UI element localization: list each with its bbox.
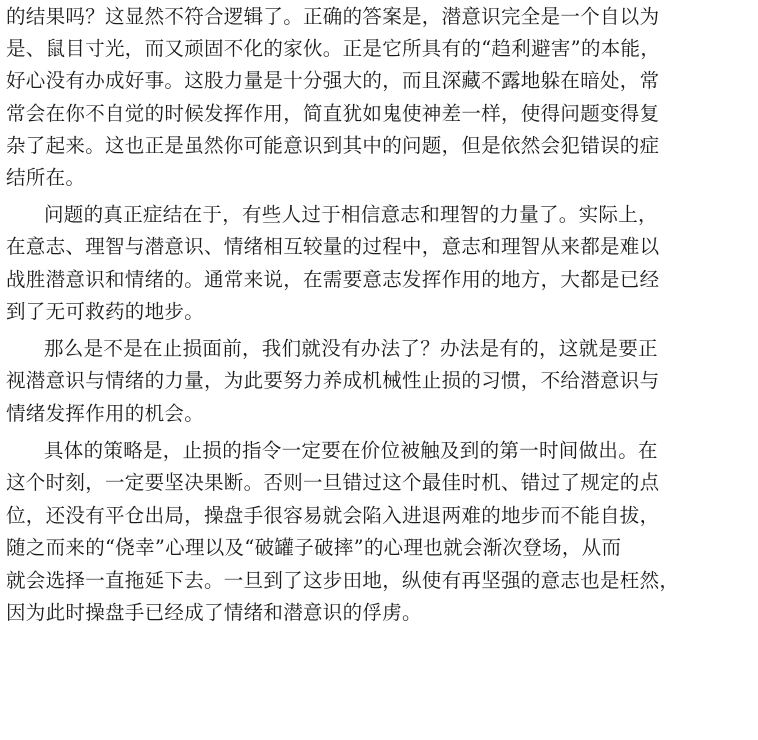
- paragraph-1-line-2: 是、鼠目寸光，而又顽固不化的家伙。正是它所具有的“趋利避害”的本能，: [6, 37, 661, 60]
- paragraph-4-line-3: 位，还没有平仓出局，操盘手很容易就会陷入进退两难的地步而不能自拔，: [6, 504, 660, 527]
- paragraph-1-line-3: 好心没有办成好事。这股力量是十分强大的，而且深藏不露地躲在暗处，常: [6, 69, 660, 92]
- paragraph-3-line-1: 那么是不是在止损面前，我们就没有办法了？办法是有的，这就是要正: [44, 337, 658, 360]
- paragraph-4-line-2: 这个时刻，一定要坚决果断。否则一旦错过这个最佳时机、错过了规定的点: [6, 471, 660, 494]
- paragraph-1-line-6: 结所在。: [6, 166, 86, 189]
- paragraph-4-line-4: 随之而来的“侥幸”心理以及“破罐子破摔”的心理也就会渐次登场，从而: [6, 536, 622, 559]
- paragraph-3-line-3: 情绪发挥作用的机会。: [6, 402, 205, 425]
- paragraph-2-line-2: 在意志、理智与潜意识、情绪相互较量的过程中，意志和理智从来都是难以: [6, 235, 660, 258]
- paragraph-4-line-5: 就会选择一直拖延下去。一旦到了这步田地，纵使有再坚强的意志也是枉然，: [6, 569, 680, 592]
- paragraph-4-line-6: 因为此时操盘手已经成了情绪和潜意识的俘虏。: [6, 601, 422, 624]
- paragraph-1-line-5: 杂了起来。这也正是虽然你可能意识到其中的问题，但是依然会犯错误的症: [6, 134, 660, 157]
- paragraph-2-line-4: 到了无可救药的地步。: [6, 300, 205, 323]
- paragraph-3-line-2: 视潜意识与情绪的力量，为此要努力养成机械性止损的习惯，不给潜意识与: [6, 369, 660, 392]
- paragraph-1-line-4: 常会在你不自觉的时候发挥作用，简直犹如鬼使神差一样，使得问题变得复: [6, 102, 660, 125]
- paragraph-4-line-1: 具体的策略是，止损的指令一定要在价位被触及到的第一时间做出。在: [44, 439, 658, 462]
- paragraph-2-line-3: 战胜潜意识和情绪的。通常来说，在需要意志发挥作用的地方，大都是已经: [6, 268, 660, 291]
- paragraph-1-line-1: 的结果吗？这显然不符合逻辑了。正确的答案是，潜意识完全是一个自以为: [6, 5, 660, 28]
- paragraph-2-line-1: 问题的真正症结在于，有些人过于相信意志和理智的力量了。实际上，: [44, 203, 658, 226]
